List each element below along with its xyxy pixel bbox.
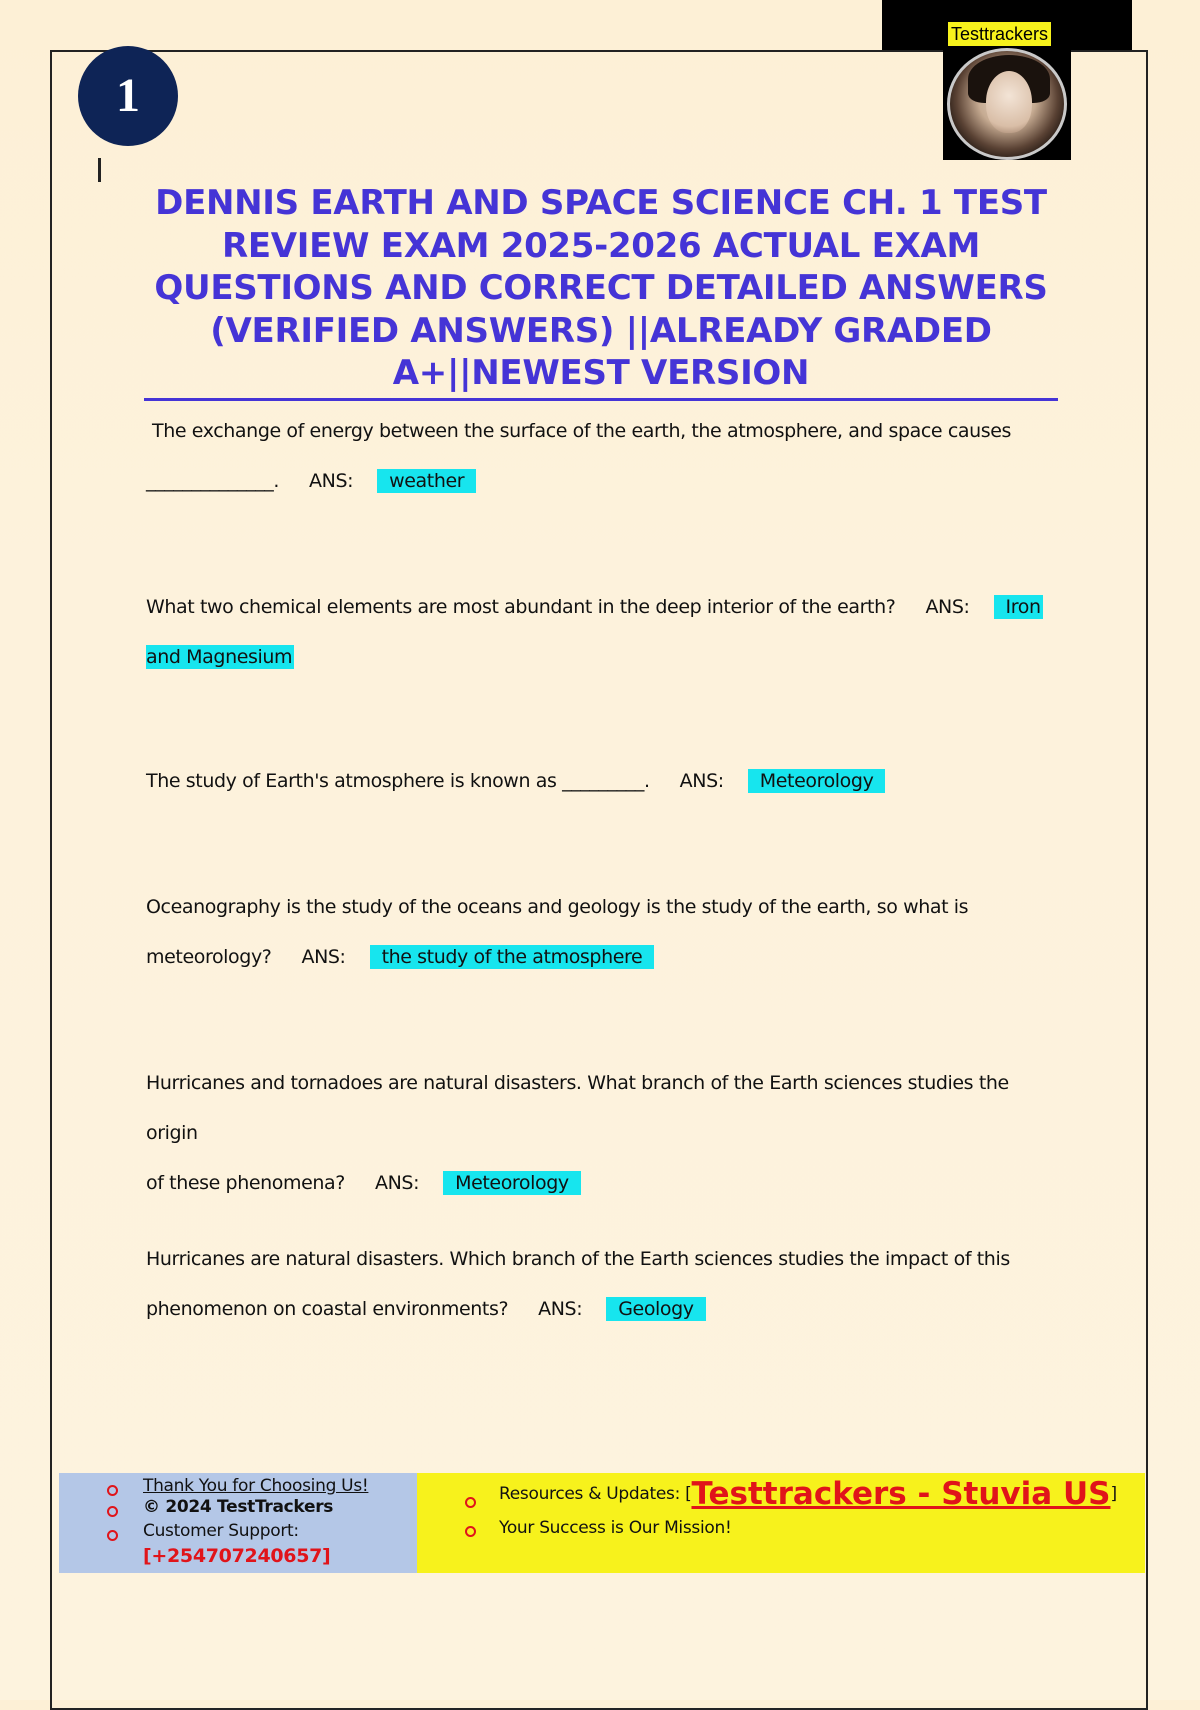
- question-5-line2: of these phenomena? ANS: Meteorology: [146, 1158, 1056, 1208]
- footer-thanks: Thank You for Choosing Us!: [143, 1476, 369, 1496]
- footer-contact-panel: [59, 1473, 417, 1573]
- footer-resources-panel: [417, 1473, 1145, 1573]
- bullet-icon: [107, 1530, 118, 1541]
- bullet-icon: [465, 1526, 476, 1537]
- bullet-icon: [107, 1506, 118, 1517]
- avatar-face: [986, 71, 1032, 133]
- resources-close: ]: [1110, 1484, 1117, 1504]
- question-4-line2: meteorology? ANS: the study of the atmosphere: [146, 932, 1056, 982]
- answer-5: Meteorology: [443, 1171, 581, 1195]
- question-3: [146, 756, 1056, 806]
- question-5-text: Hurricanes and tornadoes are natural disasters. What branch of the Earth sciences studies the origin: [146, 1072, 1009, 1144]
- author-avatar: [943, 48, 1071, 160]
- question-2-line2: [146, 632, 1056, 682]
- question-3-line1: The study of Earth's atmosphere is known as _________. ANS: Meteorology: [146, 756, 1056, 806]
- question-4: [146, 882, 1056, 982]
- title-underline: [144, 398, 1058, 401]
- answer-2-part1: Iron: [994, 595, 1043, 619]
- ans-label: ANS:: [538, 1298, 583, 1320]
- question-2-line1: What two chemical elements are most abundant in the deep interior of the earth? ANS: Iron: [146, 596, 1041, 618]
- stuvia-link[interactable]: Testtrackers - Stuvia US: [691, 1476, 1111, 1512]
- avatar-photo: [947, 48, 1067, 160]
- ans-label: ANS:: [925, 596, 970, 618]
- footer-resources: [499, 1476, 1117, 1512]
- footer-copyright: © 2024 TestTrackers: [143, 1497, 334, 1517]
- question-5: [146, 1058, 1056, 1208]
- footer-support-label: Customer Support:: [143, 1521, 299, 1541]
- question-6-line2: phenomenon on coastal environments? ANS: Geology: [146, 1284, 1056, 1334]
- bullet-icon: [465, 1497, 476, 1508]
- question-1-line2: ______________. ANS: weather: [146, 456, 1056, 506]
- question-4-text: Oceanography is the study of the oceans and geology is the study of the earth, so what is: [146, 896, 969, 918]
- brand-tag: Testtrackers: [948, 22, 1051, 46]
- answer-4: the study of the atmosphere: [370, 945, 655, 969]
- ans-label: ANS:: [679, 770, 724, 792]
- footer-mission: Your Success is Our Mission!: [499, 1518, 732, 1538]
- resources-label: Resources & Updates: [: [499, 1484, 692, 1504]
- support-phone-link[interactable]: [+254707240657]: [143, 1545, 331, 1567]
- question-1-text: The exchange of energy between the surface of the earth, the atmosphere, and space causes: [152, 420, 1012, 442]
- answer-6: Geology: [606, 1297, 705, 1321]
- ans-label: ANS:: [301, 946, 346, 968]
- text-cursor: [98, 158, 101, 182]
- answer-3: Meteorology: [748, 769, 886, 793]
- page-number-badge: 1: [78, 46, 178, 146]
- answer-2-part2: and Magnesium: [146, 646, 293, 668]
- answer-1: weather: [377, 469, 476, 493]
- question-6-text: Hurricanes are natural disasters. Which branch of the Earth sciences studies the impact of this: [146, 1248, 1010, 1270]
- question-6: [146, 1234, 1056, 1334]
- question-2: [146, 582, 1056, 682]
- question-1: [146, 406, 1056, 506]
- document-title: DENNIS EARTH AND SPACE SCIENCE CH. 1 TEST REVIEW EXAM 2025-2026 ACTUAL EXAM QUESTIONS AND CORRECT DETAILED ANSWERS (VERIFIED ANSWERS) ||ALREADY GRADED A+||NEWEST VERSION: [154, 183, 1048, 393]
- ans-label: ANS:: [375, 1172, 420, 1194]
- bullet-icon: [107, 1485, 118, 1496]
- ans-label: ANS:: [309, 470, 354, 492]
